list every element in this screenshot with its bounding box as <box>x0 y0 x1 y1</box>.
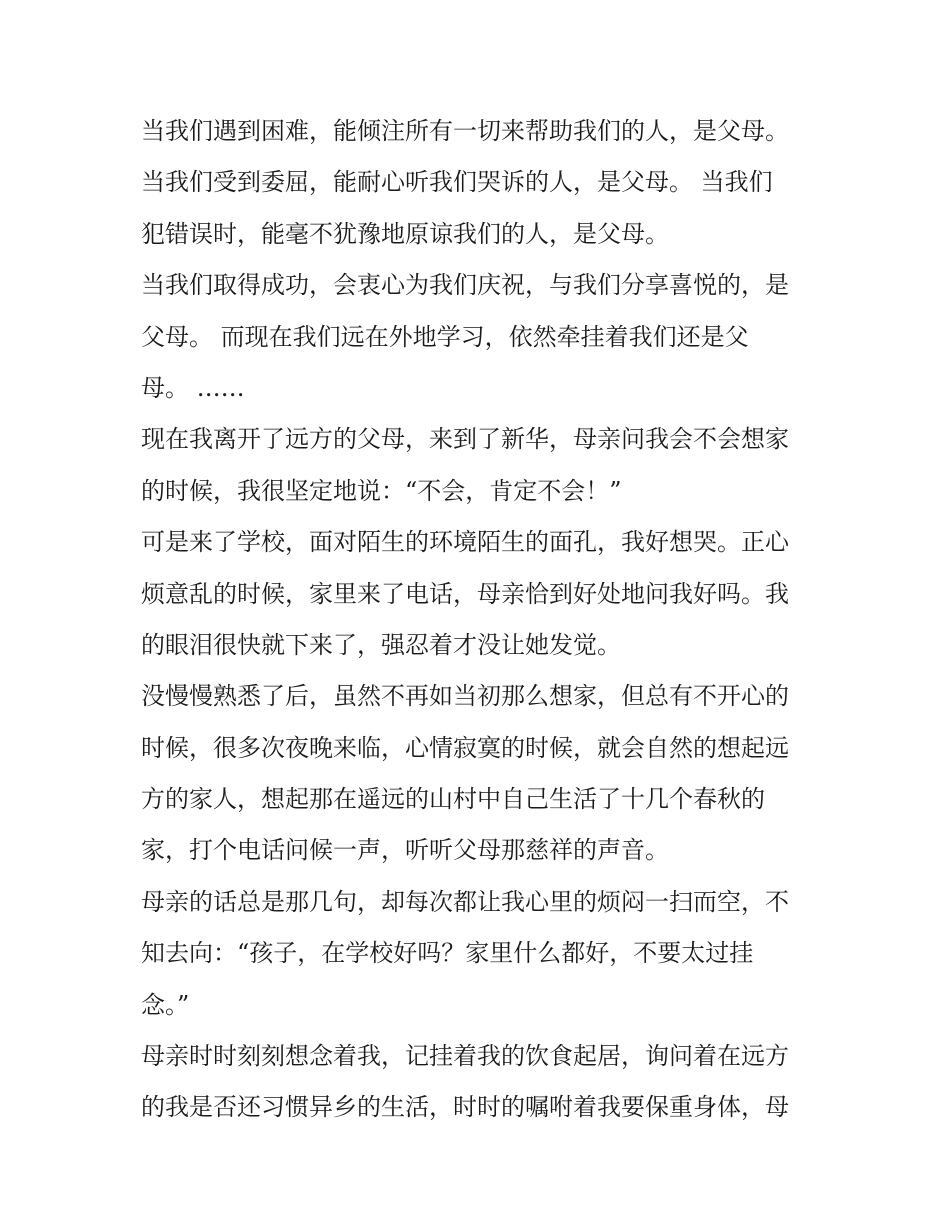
document-body <box>141 106 821 1134</box>
text-line: 犯错误时，能毫不犹豫地原谅我们的人，是父母。 <box>141 219 669 248</box>
text-line: 现在我离开了远方的父母，来到了新华，母亲问我会不会想家 <box>141 425 789 454</box>
text-line: 烦意乱的时候，家里来了电话，母亲恰到好处地问我好吗。我 <box>141 579 789 608</box>
text-line: 的眼泪很快就下来了，强忍着才没让她发觉。 <box>141 630 621 659</box>
text-line: 当我们取得成功，会衷心为我们庆祝，与我们分享喜悦的，是 <box>141 271 789 300</box>
text-line: 没慢慢熟悉了后，虽然不再如当初那么想家，但总有不开心的 <box>141 682 789 711</box>
text-line: 方的家人，想起那在遥远的山村中自己生活了十几个春秋的 <box>141 785 765 814</box>
text-line: 的我是否还习惯异乡的生活，时时的嘱咐着我要保重身体，母 <box>141 1093 789 1122</box>
text-line: 当我们遇到困难，能倾注所有一切来帮助我们的人，是父母。 <box>141 117 789 145</box>
text-line: 父母。 而现在我们远在外地学习，依然牵挂着我们还是父 <box>141 322 749 351</box>
text-line: 知去向：“孩子，在学校好吗？家里什么都好，不要太过挂 <box>141 939 754 968</box>
text-line: 念。” <box>141 990 190 1019</box>
text-line: 母亲的话总是那几句，却每次都让我心里的烦闷一扫而空，不 <box>141 887 789 916</box>
text-line: 家，打个电话问候一声，听听父母那慈祥的声音。 <box>141 836 669 865</box>
text-line: 当我们受到委屈，能耐心听我们哭诉的人，是父母。 当我们 <box>141 168 773 197</box>
text-line: 时候，很多次夜晚来临，心情寂寞的时候，就会自然的想起远 <box>141 733 789 762</box>
text-line: 的时候，我很坚定地说：“不会，肯定不会！” <box>141 476 622 505</box>
text-line: 母亲时时刻刻想念着我，记挂着我的饮食起居，询问着在远方 <box>141 1042 789 1071</box>
text-line: 可是来了学校，面对陌生的环境陌生的面孔，我好想哭。正心 <box>141 528 789 557</box>
text-line: 母。 …… <box>141 373 245 402</box>
